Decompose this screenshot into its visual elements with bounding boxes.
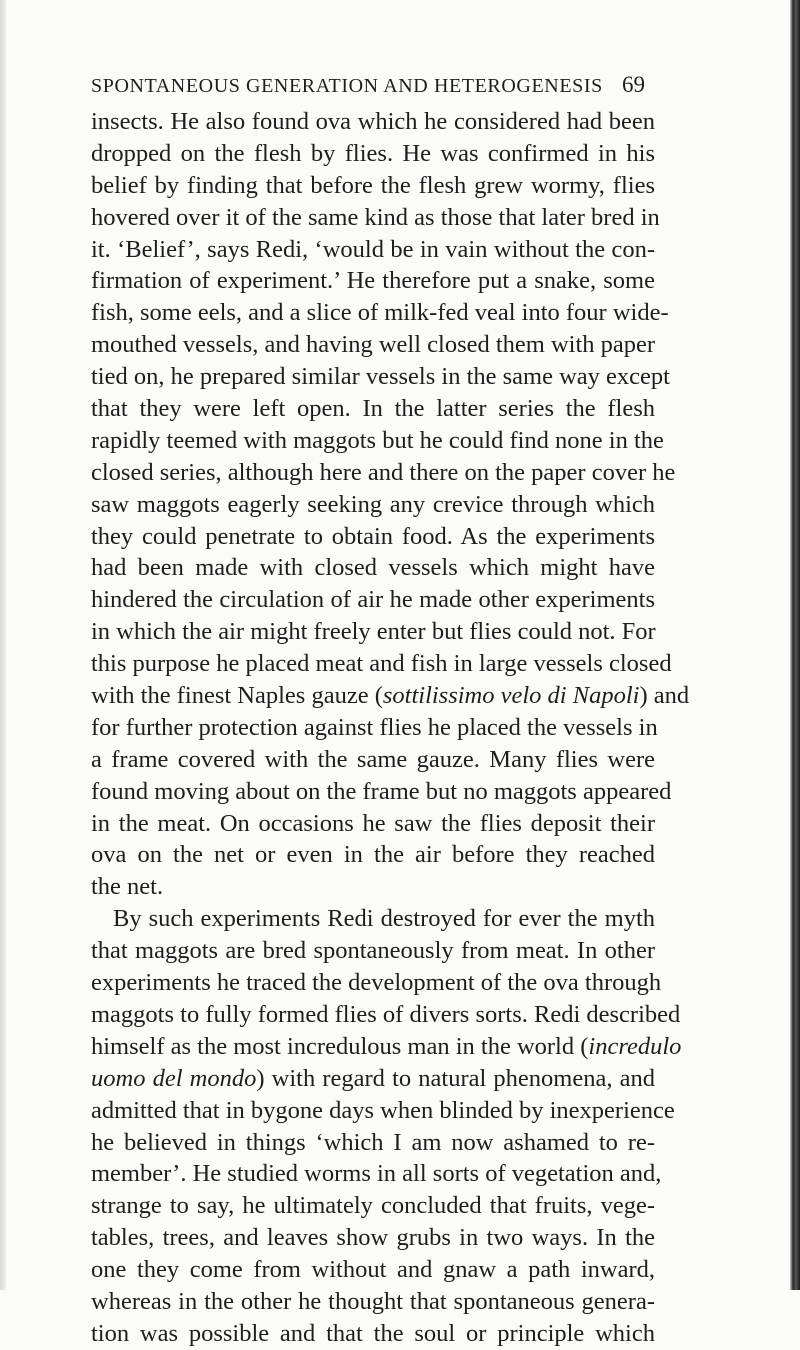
- text-run: with the finest Naples gauze (: [91, 682, 383, 710]
- italic-phrase: uomo del mondo: [91, 1064, 257, 1092]
- italic-phrase: incredulo: [588, 1032, 682, 1060]
- text-line: this purpose he placed meat and fish in large vessels closed: [91, 650, 672, 678]
- text-line-with-italic: [91, 1031, 682, 1063]
- text-run: ) with regard to natural phenomena, and: [256, 1064, 655, 1092]
- text-line: member’. He studied worms in all sorts of vegetation and,: [91, 1160, 662, 1188]
- text-line: belief by finding that before the flesh grew wormy, flies: [91, 171, 655, 199]
- text-line: fish, some eels, and a slice of milk-fed veal into four wide-: [91, 299, 669, 327]
- text-line: experiments he traced the development of the ova through: [91, 969, 662, 997]
- text-line: they could penetrate to obtain food. As the experiments: [91, 522, 655, 550]
- text-line: insects. He also found ova which he considered had been: [91, 108, 655, 135]
- text-line: saw maggots eagerly seeking any crevice through which: [91, 490, 655, 518]
- body-text: [91, 106, 690, 1350]
- book-spine-edge: [790, 0, 800, 1290]
- text-line-with-italic: [91, 680, 690, 712]
- text-line: closed series, although here and there on the paper cover he: [91, 458, 676, 486]
- text-line: had been made with closed vessels which might have: [91, 554, 655, 582]
- text-line: admitted that in bygone days when blinded by inexperience: [91, 1096, 675, 1124]
- text-line: for further protection against flies he placed the vessels in: [91, 713, 658, 741]
- running-head: SPONTANEOUS GENERATION AND HETEROGENESIS: [91, 75, 603, 97]
- text-line: tied on, he prepared similar vessels in the same way except: [91, 363, 670, 391]
- italic-phrase: sottilissimo velo di Napoli: [382, 682, 640, 710]
- text-line: that they were left open. In the latter series the flesh: [91, 395, 655, 423]
- text-line: hovered over it of the same kind as those that later bred in: [91, 203, 660, 231]
- text-line: dropped on the flesh by flies. He was confirmed in his: [91, 139, 655, 167]
- text-line: whereas in the other he thought that spontaneous genera-: [91, 1287, 655, 1315]
- text-line: rapidly teemed with maggots but he could find none in the: [91, 426, 664, 454]
- text-line: he believed in things ‘which I am now ashamed to re-: [91, 1128, 655, 1156]
- text-line: maggots to fully formed flies of divers sorts. Redi described: [91, 1000, 681, 1028]
- text-run: himself as the most incredulous man in the world (: [91, 1032, 589, 1060]
- text-line: hindered the circulation of air he made other experiments: [91, 586, 655, 614]
- text-line: that maggots are bred spontaneously from meat. In other: [91, 937, 655, 965]
- paragraph-start-line: By such experiments Redi destroyed for ever the myth: [113, 905, 655, 933]
- text-line: firmation of experiment.’ He therefore put a snake, some: [91, 267, 655, 295]
- text-line: mouthed vessels, and having well closed them with paper: [91, 331, 656, 359]
- text-line: it. ‘Belief’, says Redi, ‘would be in vain without the con-: [91, 235, 655, 263]
- text-line: found moving about on the frame but no maggots appeared: [91, 777, 672, 805]
- text-line: in which the air might freely enter but flies could not. For: [91, 618, 656, 646]
- text-line: a frame covered with the same gauze. Many flies were: [91, 745, 655, 773]
- page-number: 69: [622, 72, 645, 97]
- text-run: ) and: [639, 682, 690, 710]
- text-line: ova on the net or even in the air before they reached: [91, 841, 655, 869]
- text-line: strange to say, he ultimately concluded that fruits, vege-: [91, 1192, 655, 1220]
- paragraph-end-line: the net.: [91, 873, 164, 901]
- text-line: tion was possible and that the soul or principle which: [91, 1319, 655, 1347]
- text-line: tables, trees, and leaves show grubs in two ways. In the: [91, 1224, 655, 1252]
- text-line-with-italic: [91, 1063, 655, 1095]
- text-line: one they come from without and gnaw a path inward,: [91, 1256, 655, 1284]
- text-line: in the meat. On occasions he saw the flies deposit their: [91, 809, 655, 837]
